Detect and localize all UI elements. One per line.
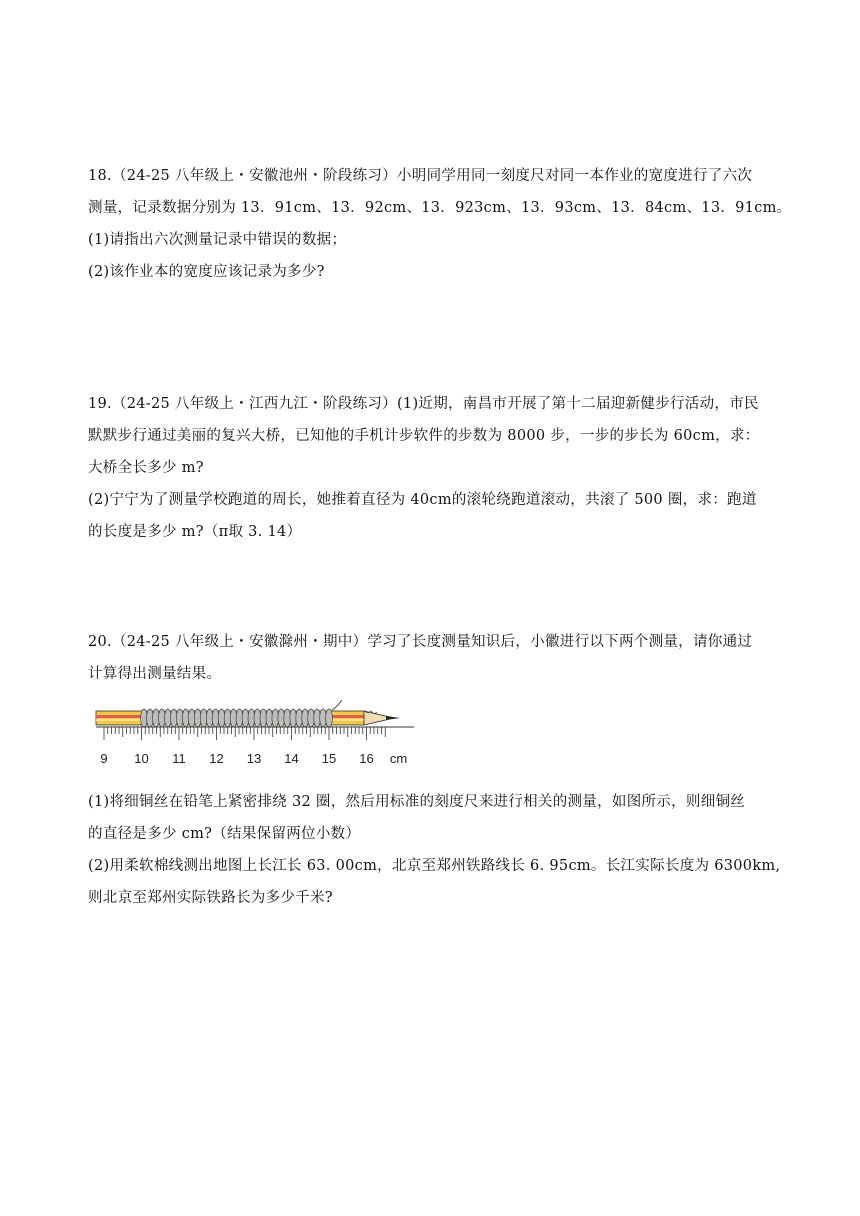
q19-part2-line2: 的长度是多少 m?（π取 3. 14） <box>88 524 302 540</box>
ruler-tick-label: 16 <box>359 751 374 766</box>
q20-part2-line1: (2)用柔软棉线测出地图上长江长 63. 00cm，北京至郑州铁路线长 6. 95cm。长江实际长度为 6300km, <box>88 858 781 874</box>
copper-wire-coil <box>141 700 342 727</box>
q18-line2: 测量，记录数据分别为 13．91cm、13．92cm、13．923cm、13．93cm、13．84cm、13．91cm。 <box>88 200 792 216</box>
q19-line3: 大桥全长多少 m? <box>88 460 204 476</box>
q19-part2-line1: (2)宁宁为了测量学校跑道的周长，她推着直径为 40cm的滚轮绕跑道滚动，共滚了 500 圈，求：跑道 <box>88 492 757 508</box>
q18-part2: (2)该作业本的宽度应该记录为多少? <box>88 264 325 280</box>
q18-part1: (1)请指出六次测量记录中错误的数据； <box>88 232 347 248</box>
q20-part1-line1: (1)将细铜丝在铅笔上紧密排绕 32 圈，然后用标准的刻度尺来进行相关的测量，如图所示，则细铜丝 <box>88 794 746 810</box>
pencil-ruler-figure <box>94 700 416 772</box>
q20-line2: 计算得出测量结果。 <box>88 666 222 682</box>
wire-coil-turn <box>326 709 333 727</box>
q20-part1-line2: 的直径是多少 cm?（结果保留两位小数） <box>88 826 361 842</box>
ruler-tick-label: 13 <box>246 751 262 766</box>
ruler-tick-label: 14 <box>284 751 299 766</box>
q19-line1: 19.（24-25 八年级上・江西九江・阶段练习）(1)近期，南昌市开展了第十二届迎新健步行活动，市民 <box>88 396 759 412</box>
ruler-unit-label: cm <box>389 751 408 766</box>
ruler-tick-label: 11 <box>172 751 186 766</box>
ruler-tick-label: 9 <box>100 751 108 766</box>
ruler-tick-label: 15 <box>321 751 337 766</box>
q18-line1: 18.（24-25 八年级上・安徽池州・阶段练习）小明同学用同一刻度尺对同一本作业的宽度进行了六次 <box>88 168 753 184</box>
ruler-tick-label: 12 <box>209 751 224 766</box>
q20-part2-line2: 则北京至郑州实际铁路长为多少千米? <box>88 890 333 906</box>
ruler-tick-label: 10 <box>134 751 149 766</box>
wire-tail <box>332 700 342 710</box>
q20-line1: 20.（24-25 八年级上・安徽滁州・期中）学习了长度测量知识后，小徽进行以下两个测量，请你通过 <box>88 634 753 650</box>
ruler <box>96 727 414 766</box>
q19-line2: 默默步行通过美丽的复兴大桥，已知他的手机计步软件的步数为 8000 步，一步的步长为 60cm，求： <box>88 428 760 444</box>
